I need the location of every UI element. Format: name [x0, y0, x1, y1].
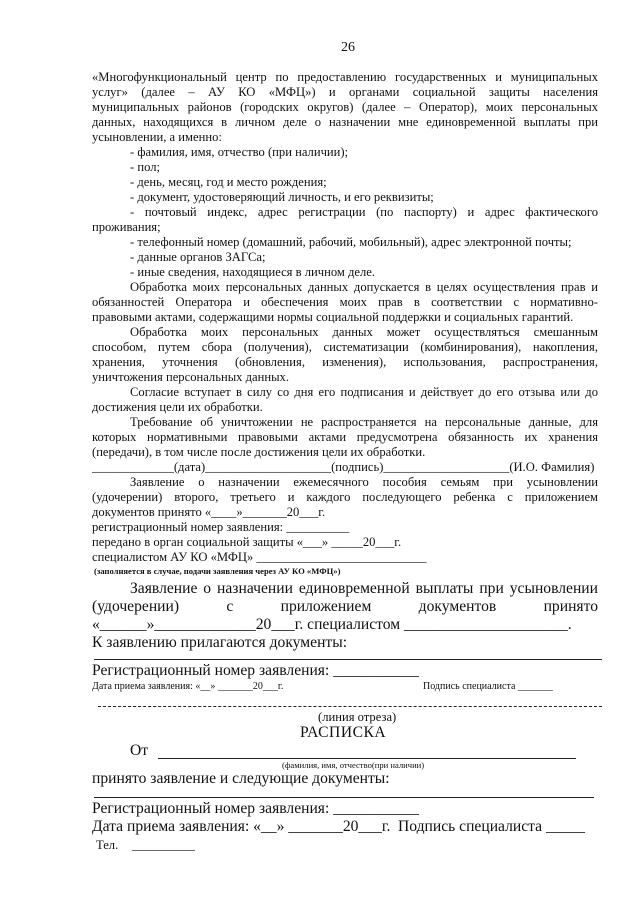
list-item: проживания;	[92, 220, 161, 234]
receipt-title: РАСПИСКА	[300, 724, 387, 741]
paragraph-line: Согласие вступает в силу со дня его подписания и действует до его отзыва или до	[130, 385, 598, 399]
registration-number-line: регистрационный номер заявления: __________	[92, 520, 350, 534]
list-item: - пол;	[130, 160, 160, 174]
paragraph-line: (удочерении) с приложением документов принято	[92, 598, 598, 615]
paragraph-line: Обработка моих персональных данных допускается в целях осуществления прав и	[130, 280, 598, 294]
paragraph-line: правовыми актами, содержащими нормы социальной поддержки и социальных гарантий.	[92, 310, 574, 324]
from-label: От	[130, 742, 149, 759]
note: (заполняется в случае, подачи заявления через АУ КО «МФЦ»)	[94, 566, 341, 576]
acceptance-date-line: документов принято «____»_______20___г.	[92, 505, 326, 519]
documents-underline	[94, 797, 594, 798]
signature-line: _____________(дата)____________________(подпись)____________________(И.О. Фамилия)	[92, 460, 595, 474]
registration-number-line: Регистрационный номер заявления: ___________	[92, 662, 419, 679]
paragraph-line: Обработка моих персональных данных может осуществляться смешанным	[130, 325, 598, 339]
paragraph-line: усыновлении, а именно:	[92, 130, 222, 144]
list-item: - иные сведения, находящиеся в личном деле.	[130, 265, 376, 279]
reception-date-line: Дата приема заявления: «__» _______20___г.	[92, 681, 284, 692]
paragraph-line: обязанностей Оператора и обеспечения моих прав в соответствии с нормативно-	[92, 295, 598, 309]
registration-number-line: Регистрационный номер заявления: ___________	[92, 800, 419, 817]
paragraph-line: муниципальных районов (городских округов) (далее – Оператор), моих персональных	[92, 100, 598, 114]
list-item: - документ, удостоверяющий личность, и его реквизиты;	[130, 190, 434, 204]
paragraph-line: уничтожения персональных данных.	[92, 370, 289, 384]
name-hint: (фамилия, имя, отчество(при наличии)	[282, 760, 425, 770]
documents-underline	[94, 659, 602, 660]
received-label: принято заявление и следующие документы:	[92, 770, 390, 787]
paragraph-line: (передачи), в том числе после достижения цели их обработки.	[92, 445, 426, 459]
paragraph-line: которых нормативными правовыми актами предусмотрена обязанность их хранения	[92, 430, 598, 444]
paragraph-line: услуг» (далее – АУ КО «МФЦ») и органами социальной защиты населения	[92, 85, 598, 99]
transfer-date-line: передано в орган социальной защиты «___» _____20___г.	[92, 535, 402, 549]
specialist-signature-line: Подпись специалиста _____	[398, 818, 585, 835]
specialist-signature-line: Подпись специалиста _______	[423, 681, 553, 692]
list-item: - почтовый индекс, адрес регистрации (по паспорту) и адрес фактического	[130, 205, 598, 219]
reception-date-line: Дата приема заявления: «__» _______20___г.	[92, 818, 391, 835]
phone-label: Тел.	[96, 838, 119, 852]
paragraph-line: Заявление о назначении единовременной выплаты при усыновлении	[130, 580, 598, 597]
list-item: - день, месяц, год и место рождения;	[130, 175, 327, 189]
paragraph-line: (удочерении) второго, третьего и каждого последующего ребенка с приложением	[92, 490, 598, 504]
paragraph-line: Заявление о назначении ежемесячного пособия семьям при усыновлении	[130, 475, 598, 489]
paragraph-line: достижения цели их обработки.	[92, 400, 263, 414]
list-item: - данные органов ЗАГСа;	[130, 250, 266, 264]
attached-documents-label: К заявлению прилагаются документы:	[92, 634, 348, 651]
paragraph-line: Требование об уничтожении не распространяется на персональные данные, для	[130, 415, 598, 429]
name-underline	[158, 758, 576, 759]
paragraph-line: способом, путем сбора (получения), систематизации (комбинирования), накопления,	[92, 340, 598, 354]
phone-blank: __________	[132, 838, 195, 852]
list-item: - телефонный номер (домашний, рабочий, мобильный), адрес электронной почты;	[130, 235, 572, 249]
specialist-line: специалистом АУ КО «МФЦ» ___________________________	[92, 550, 427, 564]
cut-line	[98, 706, 602, 707]
cut-line-label: (линия отреза)	[318, 710, 397, 724]
paragraph-line: данных, находящихся в личном деле о назначении мне единовременной выплаты при	[92, 115, 598, 129]
page-number: 26	[341, 40, 355, 55]
paragraph-line: хранения, уточнения (обновления, изменения), использования, распространения,	[92, 355, 598, 369]
list-item: - фамилия, имя, отчество (при наличии);	[130, 145, 349, 159]
acceptance-date-line: «______»_____________20___г. специалистом _____________________.	[92, 616, 572, 633]
paragraph-line: «Многофункциональный центр по предоставлению государственных и муниципальных	[92, 70, 598, 84]
